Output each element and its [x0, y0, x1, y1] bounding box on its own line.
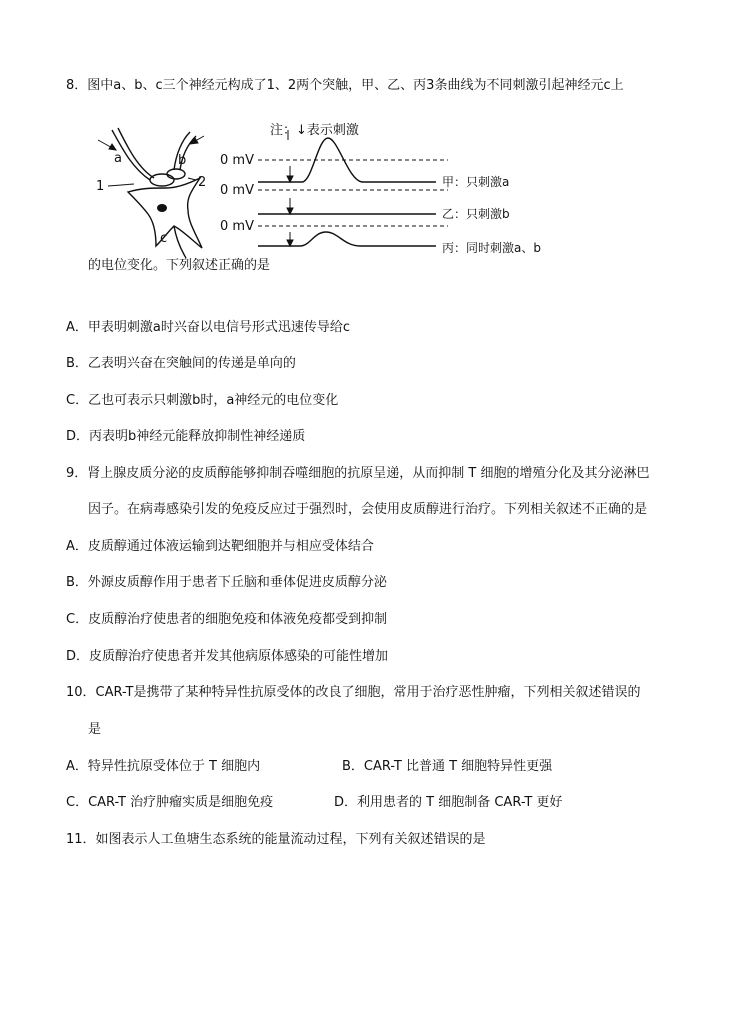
- pointer-2: [188, 178, 196, 180]
- neuron-potential-diagram: [92, 118, 562, 268]
- arrow-head-a: [109, 144, 116, 150]
- q8-stem-line2: 的电位变化。下列叙述正确的是: [88, 258, 271, 273]
- figure-note: 注：↓表示刺激: [270, 123, 359, 138]
- q8-stem-line1: 8．图中a、b、c三个神经元构成了1、2两个突触，甲、乙、丙3条曲线为不同刺激引起神经元c上: [66, 78, 624, 93]
- stim-arrowhead-bing: [287, 240, 293, 246]
- q10-stem-line2: 是: [88, 722, 102, 737]
- curve-label-yi: 乙：只刺激b: [442, 207, 510, 221]
- neuron-drawing: [112, 128, 202, 258]
- q8-option-c: C．乙也可表示只刺激b时，a神经元的电位变化: [66, 393, 339, 408]
- q9-option-c: C．皮质醇治疗使患者的细胞免疫和体液免疫都受到抑制: [66, 612, 388, 627]
- label-2: 2: [198, 175, 207, 190]
- neuron-c-axon: [174, 226, 186, 258]
- synapse-2-terminal: [167, 169, 185, 179]
- mv-label-top: 0 mV: [220, 153, 254, 168]
- q8-figure: [92, 118, 562, 268]
- stim-arrowhead-yi: [287, 208, 293, 214]
- synapse-1-terminal: [150, 174, 174, 186]
- mv-label-yi: 0 mV: [220, 219, 254, 234]
- q10-option-c: C．CAR-T 治疗肿瘤实质是细胞免疫: [66, 795, 274, 810]
- q10-stem-line1: 10．CAR-T是携带了某种特异性抗原受体的改良了细胞，常用于治疗恶性肿瘤，下列相关叙述错误的: [66, 685, 641, 700]
- pointer-1: [108, 184, 134, 186]
- neuron-a-axon-edge: [118, 128, 154, 178]
- q11-stem-line1: 11．如图表示人工鱼塘生态系统的能量流动过程，下列有关叙述错误的是: [66, 832, 486, 847]
- q9-option-b: B．外源皮质醇作用于患者下丘脑和垂体促进皮质醇分泌: [66, 575, 387, 590]
- q10-option-b: B．CAR-T 比普通 T 细胞特异性更强: [342, 759, 553, 774]
- stim-arrowhead-jia: [287, 176, 293, 182]
- q9-option-d: D．皮质醇治疗使患者并发其他病原体感染的可能性增加: [66, 649, 389, 664]
- mv-label-jia: 0 mV: [220, 183, 254, 198]
- neuron-c-nucleus: [157, 204, 167, 212]
- label-a: a: [114, 151, 122, 166]
- label-1: 1: [96, 179, 105, 194]
- q9-stem-line2: 因子。在病毒感染引发的免疫反应过于强烈时，会使用皮质醇进行治疗。下列相关叙述不正确的是: [88, 502, 648, 517]
- curve-bing: [258, 232, 436, 246]
- q9-option-a: A．皮质醇通过体液运输到达靶细胞并与相应受体结合: [66, 539, 374, 554]
- curve-jia: [258, 138, 436, 182]
- q10-option-d: D．利用患者的 T 细胞制备 CAR-T 更好: [334, 795, 563, 810]
- q8-option-d: D．丙表明b神经元能释放抑制性神经递质: [66, 429, 306, 444]
- curve-label-jia: 甲：只刺激a: [442, 175, 510, 189]
- curve-label-bing: 丙：同时刺激a、b: [442, 241, 541, 255]
- q8-option-b: B．乙表明兴奋在突触间的传递是单向的: [66, 356, 296, 371]
- q9-stem-line1: 9．肾上腺皮质分泌的皮质醇能够抑制吞噬细胞的抗原呈递，从而抑制 T 细胞的增殖分化及其分泌淋巴: [66, 466, 650, 481]
- q8-option-a: A．甲表明刺激a时兴奋以电信号形式迅速传导给c: [66, 320, 351, 335]
- q10-option-a: A．特异性抗原受体位于 T 细胞内: [66, 759, 261, 774]
- label-b: b: [178, 153, 187, 168]
- label-c: c: [160, 231, 168, 246]
